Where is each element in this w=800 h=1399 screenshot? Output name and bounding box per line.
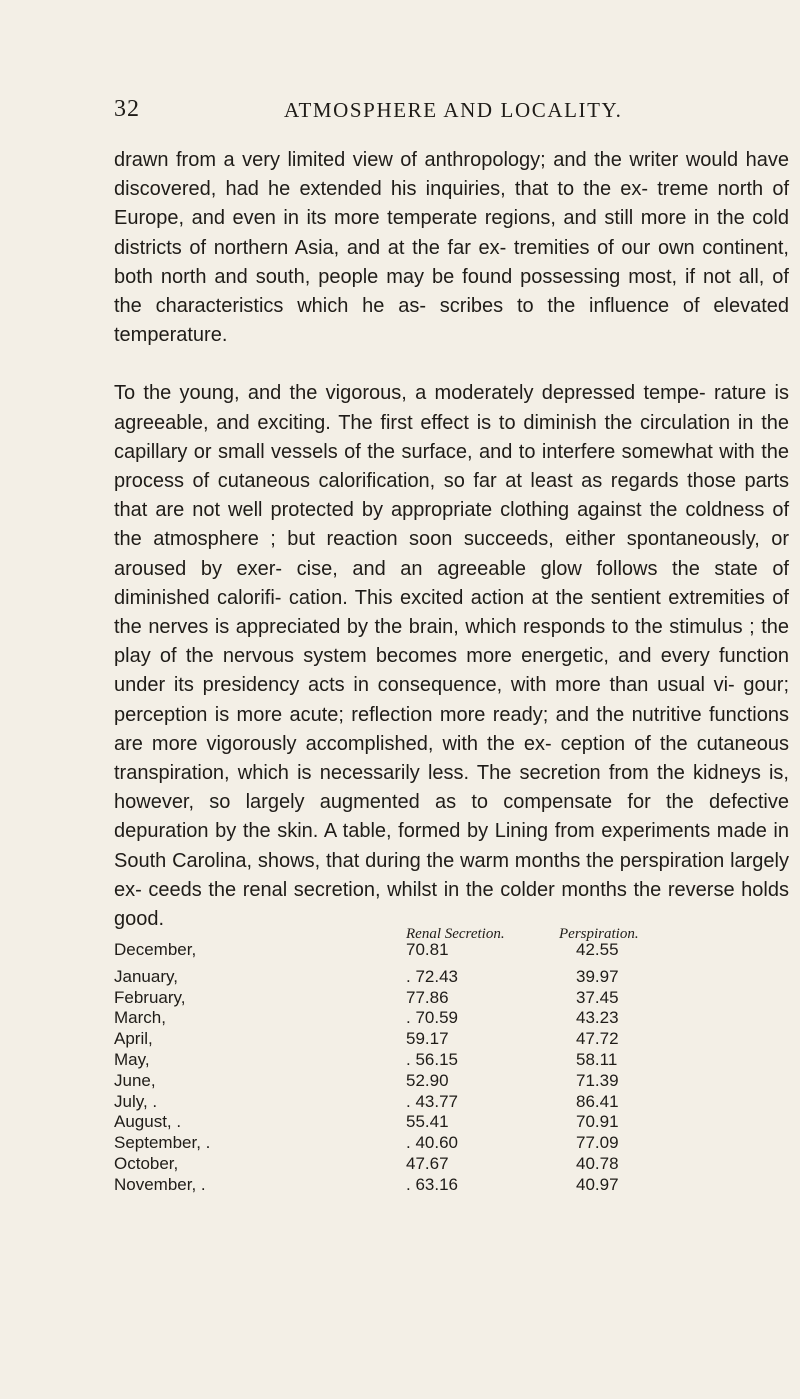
column-header-renal: Renal Secretion. xyxy=(406,926,505,942)
table-row xyxy=(114,1133,674,1154)
table-row xyxy=(114,988,674,1009)
running-head: ATMOSPHERE AND LOCALITY. xyxy=(284,98,623,122)
month-cell: January, xyxy=(114,966,178,986)
month-cell: May, xyxy=(114,1049,150,1069)
perspiration-cell: 58.11 xyxy=(576,1049,618,1069)
table-row xyxy=(114,1008,674,1029)
perspiration-cell: 77.09 xyxy=(576,1133,619,1153)
renal-cell: . 72.43 xyxy=(406,966,458,986)
month-cell: February, xyxy=(114,987,186,1007)
page-number: 32 xyxy=(114,96,140,122)
renal-cell: 52.90 xyxy=(406,1070,449,1090)
month-cell: September, . xyxy=(114,1133,211,1153)
perspiration-cell: 43.23 xyxy=(576,1008,619,1028)
renal-cell: . 56.15 xyxy=(406,1049,458,1069)
table-row xyxy=(114,1029,674,1050)
table-body xyxy=(114,940,674,1196)
table-row xyxy=(114,1071,674,1092)
renal-cell: 55.41 xyxy=(406,1112,449,1132)
paragraph: drawn from a very limited view of anthropology; and the writer would have discovered, had he extended his inquiries, that to the ex- treme north of Europe, and even in its more temperate regions, and still more in the cold districts of northern Asia, and at the far ex- tremities of our own continent, both north and south, people may be found possessing most, if not all, of the characteristics which he as- scribes to the influence of elevated temperature. xyxy=(114,149,789,347)
page-header xyxy=(114,96,694,132)
perspiration-cell: 40.78 xyxy=(576,1153,619,1173)
table-row xyxy=(114,1112,674,1133)
month-cell: July, . xyxy=(114,1091,158,1111)
table-row xyxy=(114,940,674,961)
renal-cell: 47.67 xyxy=(406,1153,449,1173)
table-row xyxy=(114,1154,674,1175)
renal-cell: . 40.60 xyxy=(406,1133,458,1153)
perspiration-cell: 40.97 xyxy=(576,1174,619,1194)
month-cell: March, xyxy=(114,1008,166,1028)
renal-cell: 59.17 xyxy=(406,1029,449,1049)
secretion-table xyxy=(114,926,674,1196)
paragraph: To the young, and the vigorous, a moderately depressed tempe- rature is agreeable, and exciting. The first effect is to diminish the circulation in the capillary or small vessels of the surface, and to interfere somewhat with the process of cutaneous calorification, so far at least as regards those parts that are not well protected by appropriate clothing against the coldness of the atmosphere ; but reaction soon succeeds, either spontaneously, or aroused by exer- cise, and an agreeable glow follows the state of diminished calorifi- cation. This excited action at the sentient extremities of the nerves is appreciated by the brain, which responds to the stimulus ; the play of the nervous system becomes more energetic, and every function under its presidency acts in consequence, with more than usual vi- gour; perception is more acute; reflection more ready; and the nutritive functions are more vigorously accomplished, with the ex- ception of the cutaneous transpiration, which is necessarily less. The secretion from the kidneys is, however, so largely augmented as to compensate for the defective depuration by the skin. A table, formed by Lining from experiments made in South Carolina, shows, that during the warm months the perspiration largely ex- ceeds the renal secretion, whilst in the colder months the reverse holds good. xyxy=(114,382,789,931)
column-header-perspiration: Perspiration. xyxy=(559,926,639,942)
renal-cell: . 63.16 xyxy=(406,1174,458,1194)
month-cell: August, . xyxy=(114,1112,182,1132)
table-row xyxy=(114,1175,674,1196)
month-cell: November, . xyxy=(114,1174,206,1194)
month-cell: April, xyxy=(114,1029,153,1049)
perspiration-cell: 39.97 xyxy=(576,966,619,986)
renal-cell: 70.81 xyxy=(406,940,449,959)
perspiration-cell: 42.55 xyxy=(576,940,619,959)
table-row xyxy=(114,967,674,988)
perspiration-cell: 70.91 xyxy=(576,1112,619,1132)
perspiration-cell: 71.39 xyxy=(576,1070,619,1090)
perspiration-cell: 86.41 xyxy=(576,1091,619,1111)
month-cell: October, xyxy=(114,1153,179,1173)
month-cell: December, xyxy=(114,940,197,959)
table-row xyxy=(114,1050,674,1071)
renal-cell: . 70.59 xyxy=(406,1008,458,1028)
body-text xyxy=(114,146,789,934)
table-row xyxy=(114,1092,674,1113)
month-cell: June, xyxy=(114,1070,156,1090)
perspiration-cell: 37.45 xyxy=(576,987,619,1007)
renal-cell: . 43.77 xyxy=(406,1091,458,1111)
perspiration-cell: 47.72 xyxy=(576,1029,619,1049)
renal-cell: 77.86 xyxy=(406,987,449,1007)
